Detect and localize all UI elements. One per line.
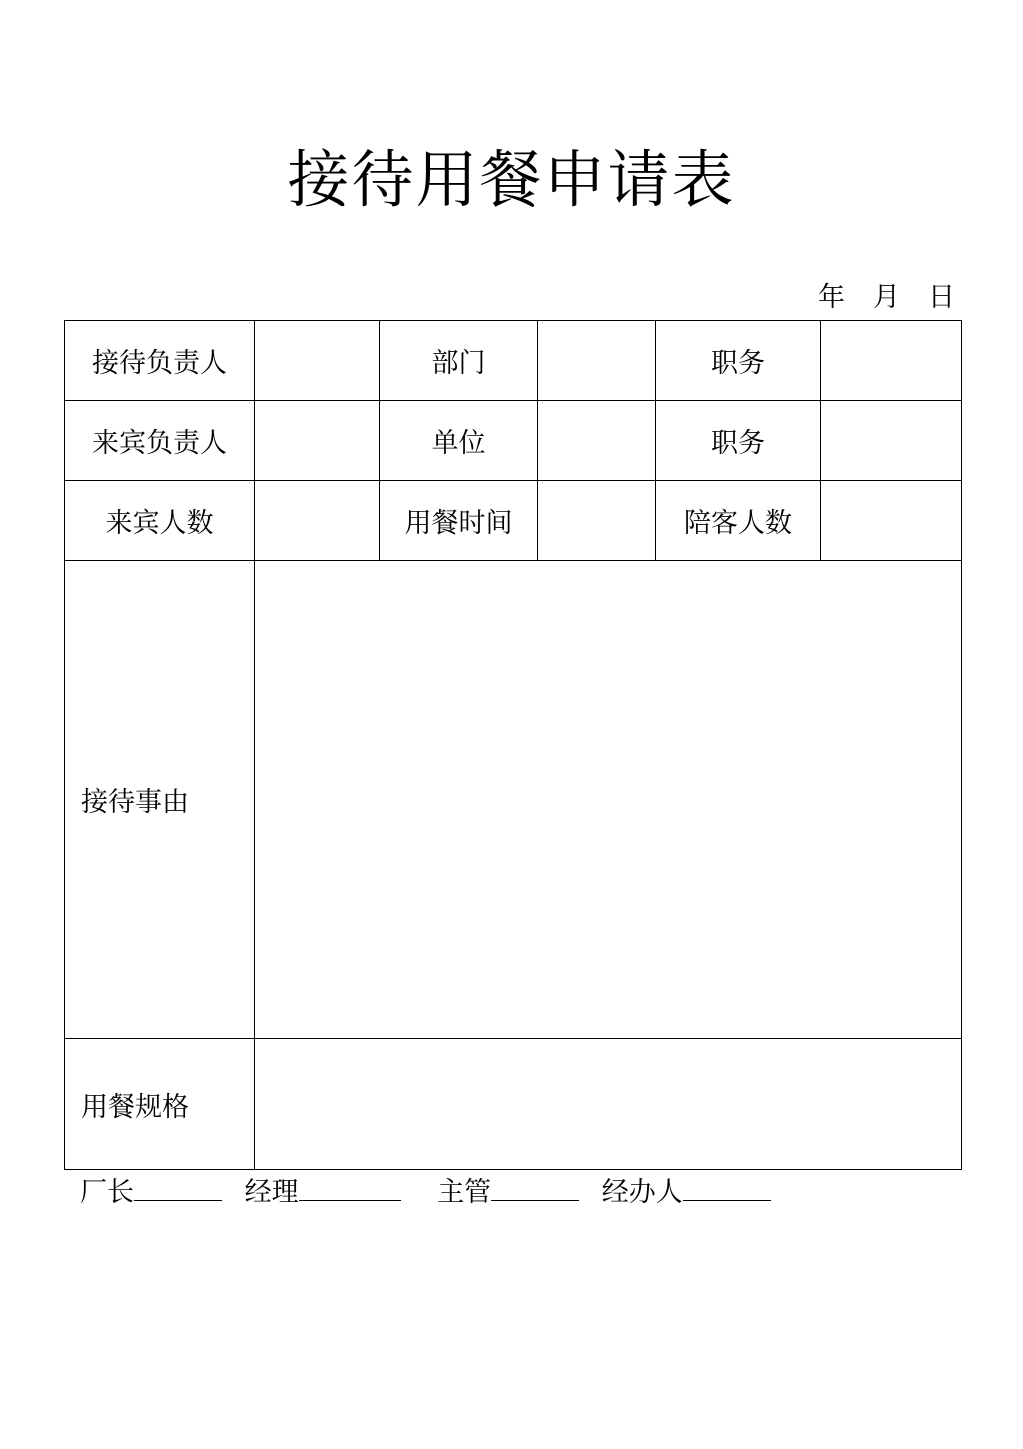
table-row xyxy=(65,481,962,561)
year-label: 年 xyxy=(818,282,845,313)
department-field[interactable] xyxy=(538,321,656,401)
month-label: 月 xyxy=(873,282,900,313)
table-row xyxy=(65,401,962,481)
guest-in-charge-field[interactable] xyxy=(255,401,380,481)
table-row xyxy=(65,561,962,1039)
signature-line xyxy=(80,1175,960,1211)
guest-count-label: 来宾人数 xyxy=(65,481,255,561)
host-position-label: 职务 xyxy=(656,321,821,401)
meal-time-field[interactable] xyxy=(538,481,656,561)
meal-time-label: 用餐时间 xyxy=(380,481,538,561)
manager-signature-blank[interactable] xyxy=(299,1176,401,1201)
companion-count-label: 陪客人数 xyxy=(656,481,821,561)
meal-standard-field[interactable] xyxy=(255,1039,962,1170)
organization-label: 单位 xyxy=(380,401,538,481)
host-position-field[interactable] xyxy=(821,321,962,401)
guest-in-charge-label: 来宾负责人 xyxy=(65,401,255,481)
application-table xyxy=(64,320,962,1170)
companion-count-field[interactable] xyxy=(821,481,962,561)
table-row xyxy=(65,1039,962,1170)
guest-count-field[interactable] xyxy=(255,481,380,561)
supervisor-label: 主管 xyxy=(437,1177,492,1208)
date-line xyxy=(790,280,960,316)
handler-signature-blank[interactable] xyxy=(683,1176,771,1201)
supervisor-signature-blank[interactable] xyxy=(491,1176,579,1201)
meal-standard-label: 用餐规格 xyxy=(65,1039,255,1170)
department-label: 部门 xyxy=(380,321,538,401)
manager-label: 经理 xyxy=(244,1177,299,1208)
organization-field[interactable] xyxy=(538,401,656,481)
table-row xyxy=(65,321,962,401)
reception-reason-field[interactable] xyxy=(255,561,962,1039)
host-in-charge-label: 接待负责人 xyxy=(65,321,255,401)
form-title: 接待用餐申请表 xyxy=(287,143,736,216)
factory-director-label: 厂长 xyxy=(80,1177,134,1208)
guest-position-field[interactable] xyxy=(821,401,962,481)
handler-label: 经办人 xyxy=(601,1177,683,1208)
host-in-charge-field[interactable] xyxy=(255,321,380,401)
factory-director-signature-blank[interactable] xyxy=(134,1176,222,1201)
reception-reason-label: 接待事由 xyxy=(65,561,255,1039)
guest-position-label: 职务 xyxy=(656,401,821,481)
day-label: 日 xyxy=(928,282,955,313)
